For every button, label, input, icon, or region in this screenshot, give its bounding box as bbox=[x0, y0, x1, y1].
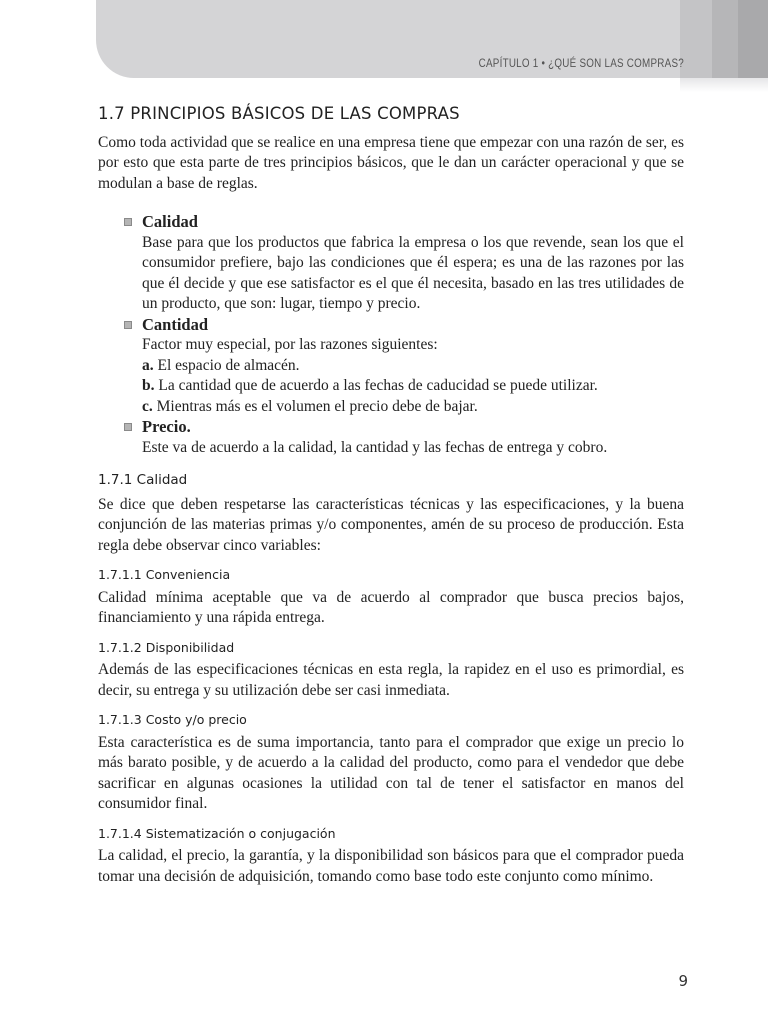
variable-title: 1.7.1.1 Conveniencia bbox=[98, 567, 231, 582]
sub-item-letter: b. bbox=[142, 377, 155, 394]
running-head: CAPÍTULO 1 • ¿QUÉ SON LAS COMPRAS? bbox=[478, 56, 684, 70]
list-item bbox=[142, 212, 684, 315]
variable-title: 1.7.1.4 Sistematización o conjugación bbox=[98, 825, 336, 841]
variable-title: 1.7.1.2 Disponibilidad bbox=[98, 639, 235, 655]
bullet-title: Cantidad bbox=[142, 314, 209, 334]
sub-item bbox=[142, 397, 684, 418]
sub-item-letter: c. bbox=[142, 397, 153, 415]
variable-text: Calidad mínima aceptable que va de acuerdo al comprador que busca precios bajos, financiamiento y una rápida entrega. bbox=[98, 588, 684, 626]
subsection-title: 1.7.1 Calidad bbox=[98, 472, 188, 488]
chapter-tab bbox=[712, 0, 738, 78]
sub-item bbox=[142, 376, 684, 397]
page-content bbox=[98, 104, 684, 887]
sub-item-text: El espacio de almacén. bbox=[157, 356, 300, 374]
section-intro: Como toda actividad que se realice en una empresa tiene que empezar con una razón de ser, es por esto que esta parte de tres principios básicos, que le dan un carácter operacional y que se modulan a base de reglas. bbox=[98, 133, 684, 192]
list-item bbox=[142, 417, 684, 458]
chapter-tab bbox=[680, 0, 712, 78]
square-bullet-icon bbox=[124, 321, 132, 329]
sub-item-letter: a. bbox=[142, 356, 154, 374]
bullet-text: Base para que los productos que fabrica la empresa o los que revende, sean los que el consumidor prefiere, bajo las condiciones que él espera; es una de las razones por las que él decide y que ese satisfactor es el que él necesita, basado en las tres utilidades de un producto, que son: lugar, tiempo y precio. bbox=[142, 233, 684, 312]
section-title: 1.7 PRINCIPIOS BÁSICOS DE LAS COMPRAS bbox=[98, 104, 460, 123]
sub-item bbox=[142, 356, 684, 377]
principles-list bbox=[98, 212, 684, 458]
variable-text: Esta característica es de suma importancia, tanto para el comprador que exige un precio lo más barato posible, y de acuerdo a la calidad del producto, como para el vendedor que debe sacrificar en algunas ocasiones la utilidad con tal de tener el satisfactor en manos del consumidor final. bbox=[98, 733, 684, 812]
bullet-title: Calidad bbox=[142, 212, 198, 231]
bullet-text: Factor muy especial, por las razones siguientes: bbox=[142, 336, 438, 353]
list-item bbox=[142, 315, 684, 418]
subsection-text: Se dice que deben respetarse las características técnicas y las especificaciones, y la buena conjunción de las materias primas y/o componentes, amén de su proceso de producción. Esta regla debe observar cinco variables: bbox=[98, 495, 684, 554]
sub-item-text: La cantidad que de acuerdo a las fechas de caducidad se puede utilizar. bbox=[158, 377, 598, 394]
square-bullet-icon bbox=[124, 218, 132, 226]
sub-item-text: Mientras más es el volumen el precio debe de bajar. bbox=[156, 397, 478, 415]
page-number: 9 bbox=[678, 972, 688, 990]
variable-text: La calidad, el precio, la garantía, y la disponibilidad son básicos para que el comprador pueda tomar una decisión de adquisición, tomando como base todo este conjunto como mínimo. bbox=[98, 847, 684, 885]
bullet-title: Precio. bbox=[142, 417, 191, 436]
variable-title: 1.7.1.3 Costo y/o precio bbox=[98, 712, 247, 727]
chapter-tab bbox=[738, 0, 768, 78]
tab-shadow bbox=[680, 78, 768, 92]
bullet-text: Este va de acuerdo a la calidad, la cantidad y las fechas de entrega y cobro. bbox=[142, 438, 608, 456]
variable-text: Además de las especificaciones técnicas en esta regla, la rapidez en el uso es primordial, es decir, su entrega y su utilización debe ser casi inmediata. bbox=[98, 661, 684, 699]
square-bullet-icon bbox=[124, 423, 132, 431]
